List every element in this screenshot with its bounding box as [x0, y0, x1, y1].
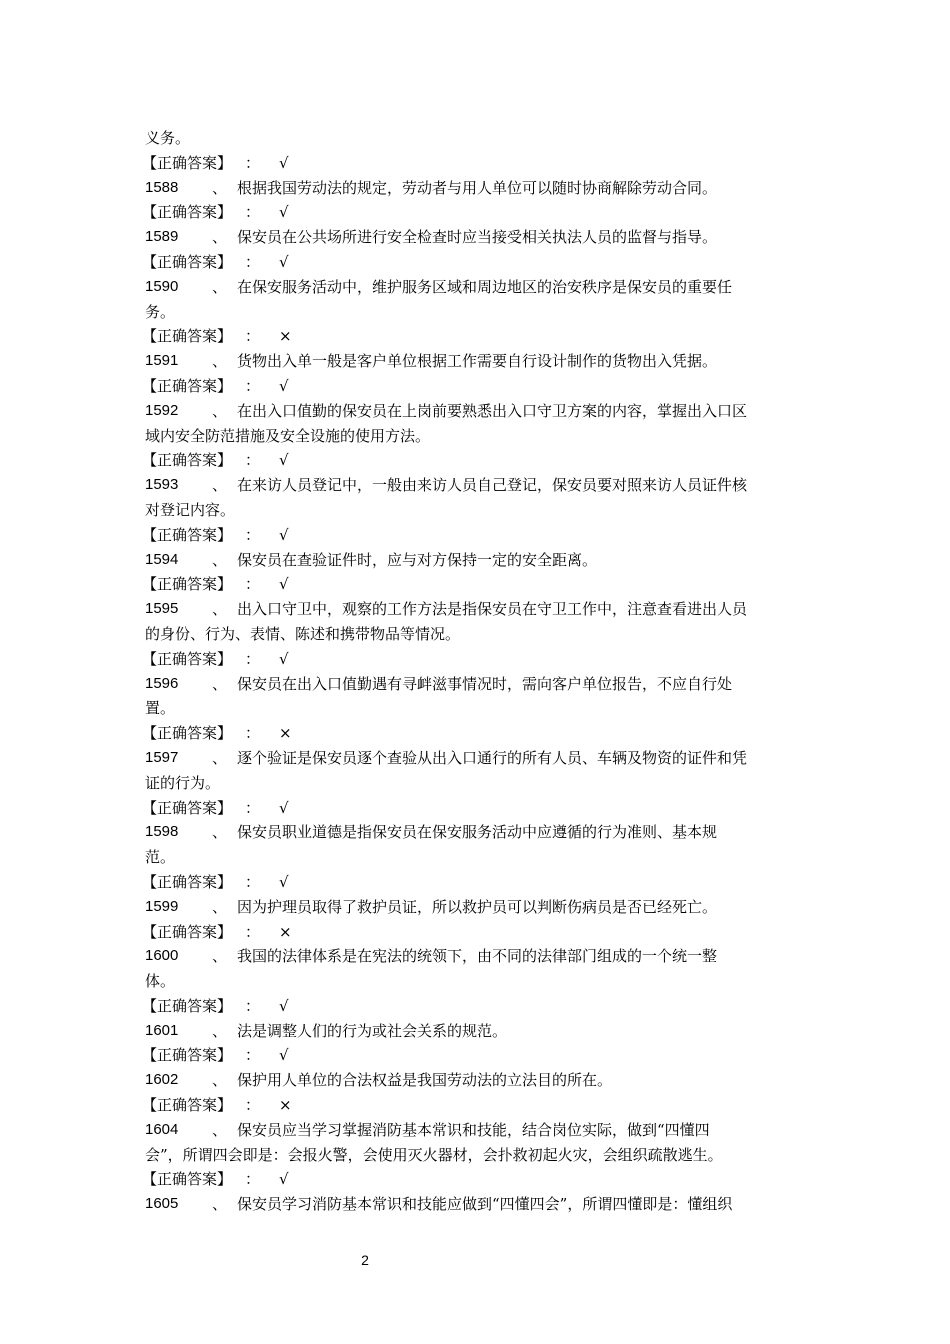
question-text: 我国的法律体系是在宪法的统领下，由不同的法律部门组成的一个统一整 — [237, 947, 718, 966]
question-continuation: 会”，所谓四会即是：会报火警，会使用灭火器材，会扑救初起火灾，会组织疏散逃生。 — [145, 1145, 723, 1164]
question-text: 保安员应当学习掌握消防基本常识和技能，结合岗位实际，做到“四懂四 — [237, 1120, 710, 1139]
question-text: 货物出入单一般是客户单位根据工作需要自行设计制作的货物出入凭据。 — [237, 352, 718, 371]
answer-colon: ： — [245, 203, 261, 222]
answer-label: 【正确答案】 — [142, 153, 233, 172]
answer-line — [142, 647, 810, 672]
answer-colon: ： — [245, 327, 261, 346]
question-number: 1604 — [145, 1120, 179, 1138]
answer-colon: ： — [245, 996, 261, 1015]
answer-label: 【正确答案】 — [142, 525, 233, 544]
answer-colon: ： — [245, 153, 261, 172]
question-continuation: 域内安全防范措施及安全设施的使用方法。 — [145, 426, 431, 445]
question-text: 保护用人单位的合法权益是我国劳动法的立法目的所在。 — [237, 1071, 613, 1090]
question-separator: 、 — [212, 1195, 228, 1214]
question-line — [145, 548, 810, 573]
question-text: 在保安服务活动中，维护服务区域和周边地区的治安秩序是保安员的重要任 — [237, 277, 733, 296]
question-text: 保安员职业道德是指保安员在保安服务活动中应遵循的行为准则、基本规 — [237, 823, 718, 842]
question-line — [145, 1068, 810, 1093]
answer-colon: ： — [245, 525, 261, 544]
question-number: 1602 — [145, 1071, 179, 1089]
answer-line — [142, 920, 810, 945]
answer-label: 【正确答案】 — [142, 798, 233, 817]
question-continuation: 的身份、行为、表情、陈述和携带物品等情况。 — [145, 624, 461, 643]
question-line — [145, 895, 810, 920]
question-text: 在来访人员登记中，一般由来访人员自己登记，保安员要对照来访人员证件核 — [237, 476, 748, 495]
answer-label: 【正确答案】 — [142, 1096, 233, 1115]
question-text: 因为护理员取得了救护员证，所以救护员可以判断伤病员是否已经死亡。 — [237, 897, 718, 916]
question-number: 1593 — [145, 476, 179, 494]
question-text: 在出入口值勤的保安员在上岗前要熟悉出入口守卫方案的内容，掌握出入口区 — [237, 401, 748, 420]
question-number: 1589 — [145, 228, 179, 246]
question-number: 1598 — [145, 823, 179, 841]
answer-mark: √ — [279, 649, 289, 668]
answer-line — [142, 523, 810, 548]
question-continuation: 务。 — [145, 302, 176, 321]
question-line — [145, 1118, 810, 1143]
question-separator: 、 — [212, 228, 228, 247]
answer-mark: √ — [279, 376, 289, 395]
answer-line — [142, 1167, 810, 1192]
question-separator: 、 — [212, 178, 228, 197]
question-line — [145, 399, 810, 424]
question-line — [145, 597, 810, 622]
answer-mark: √ — [279, 1046, 289, 1065]
answer-mark: √ — [279, 872, 289, 891]
answer-label: 【正确答案】 — [142, 922, 233, 941]
question-text: 出入口守卫中，观察的工作方法是指保安员在守卫工作中，注意查看进出人员 — [237, 600, 748, 619]
question-continuation: 证的行为。 — [145, 773, 221, 792]
question-text: 根据我国劳动法的规定，劳动者与用人单位可以随时协商解除劳动合同。 — [237, 178, 718, 197]
answer-colon: ： — [245, 1170, 261, 1189]
answer-colon: ： — [245, 724, 261, 743]
question-line — [145, 349, 810, 374]
question-line — [145, 275, 810, 300]
answer-label: 【正确答案】 — [142, 1046, 233, 1065]
answer-line — [142, 994, 810, 1019]
answer-mark: √ — [279, 451, 289, 470]
question-number: 1597 — [145, 748, 179, 766]
answer-line — [142, 870, 810, 895]
question-text: 保安员在查验证件时，应与对方保持一定的安全距离。 — [237, 550, 598, 569]
question-line — [145, 672, 810, 697]
answer-line — [142, 448, 810, 473]
answer-line — [142, 250, 810, 275]
question-text: 保安员在公共场所进行安全检查时应当接受相关执法人员的监督与指导。 — [237, 228, 718, 247]
question-separator: 、 — [212, 1120, 228, 1139]
answer-label: 【正确答案】 — [142, 203, 233, 222]
answer-label: 【正确答案】 — [142, 327, 233, 346]
answer-mark: × — [279, 1096, 292, 1115]
question-number: 1600 — [145, 947, 179, 965]
answer-mark: √ — [279, 798, 289, 817]
answer-mark: × — [279, 724, 292, 743]
answer-label: 【正确答案】 — [142, 1170, 233, 1189]
question-line — [145, 225, 810, 250]
question-line — [145, 820, 810, 845]
question-separator: 、 — [212, 600, 228, 619]
answer-label: 【正确答案】 — [142, 376, 233, 395]
answer-mark: √ — [279, 996, 289, 1015]
question-number: 1595 — [145, 600, 179, 618]
question-separator: 、 — [212, 674, 228, 693]
answer-colon: ： — [245, 1096, 261, 1115]
answer-line — [142, 1093, 810, 1118]
question-number: 1596 — [145, 674, 179, 692]
question-line — [145, 176, 810, 201]
question-separator: 、 — [212, 897, 228, 916]
question-number: 1601 — [145, 1021, 179, 1039]
question-continuation: 体。 — [145, 972, 176, 991]
answer-line — [142, 796, 810, 821]
question-separator: 、 — [212, 1071, 228, 1090]
question-number: 1594 — [145, 550, 179, 568]
question-number: 1605 — [145, 1195, 179, 1213]
question-continuation: 对登记内容。 — [145, 500, 236, 519]
answer-mark: √ — [279, 203, 289, 222]
answer-line — [142, 572, 810, 597]
answer-colon: ： — [245, 872, 261, 891]
question-continuation: 置。 — [145, 699, 176, 718]
answer-label: 【正确答案】 — [142, 996, 233, 1015]
answer-line — [142, 324, 810, 349]
answer-colon: ： — [245, 575, 261, 594]
answer-label: 【正确答案】 — [142, 575, 233, 594]
page-number: 2 — [361, 1252, 369, 1268]
question-text: 逐个验证是保安员逐个查验从出入口通行的所有人员、车辆及物资的证件和凭 — [237, 748, 748, 767]
question-separator: 、 — [212, 277, 228, 296]
answer-mark: √ — [279, 575, 289, 594]
answer-mark: √ — [279, 252, 289, 271]
answer-line — [142, 151, 810, 176]
question-line — [145, 1019, 810, 1044]
question-separator: 、 — [212, 401, 228, 420]
answer-label: 【正确答案】 — [142, 724, 233, 743]
question-number: 1591 — [145, 352, 179, 370]
question-number: 1590 — [145, 277, 179, 295]
answer-colon: ： — [245, 252, 261, 271]
question-continuation: 范。 — [145, 848, 176, 867]
answer-colon: ： — [245, 1046, 261, 1065]
question-separator: 、 — [212, 748, 228, 767]
answer-label: 【正确答案】 — [142, 451, 233, 470]
answer-line — [142, 1043, 810, 1068]
question-number: 1599 — [145, 897, 179, 915]
answer-colon: ： — [245, 376, 261, 395]
answer-mark: √ — [279, 525, 289, 544]
answer-label: 【正确答案】 — [142, 649, 233, 668]
answer-colon: ： — [245, 451, 261, 470]
question-continuation: 义务。 — [145, 129, 191, 147]
answer-label: 【正确答案】 — [142, 252, 233, 271]
question-line — [145, 1192, 810, 1217]
question-number: 1592 — [145, 401, 179, 419]
answer-mark: × — [279, 327, 292, 346]
question-line — [145, 944, 810, 969]
question-separator: 、 — [212, 947, 228, 966]
answer-colon: ： — [245, 798, 261, 817]
document-page — [142, 126, 810, 1217]
answer-mark: √ — [279, 153, 289, 172]
answer-colon: ： — [245, 922, 261, 941]
question-text: 保安员学习消防基本常识和技能应做到“四懂四会”，所谓四懂即是：懂组织 — [237, 1195, 733, 1214]
question-number: 1588 — [145, 178, 179, 196]
answer-line — [142, 374, 810, 399]
question-line — [145, 746, 810, 771]
answer-mark: √ — [279, 1170, 289, 1189]
answer-label: 【正确答案】 — [142, 872, 233, 891]
question-text: 法是调整人们的行为或社会关系的规范。 — [237, 1021, 508, 1040]
question-separator: 、 — [212, 823, 228, 842]
answer-colon: ： — [245, 649, 261, 668]
question-separator: 、 — [212, 476, 228, 495]
question-separator: 、 — [212, 352, 228, 371]
answer-line — [142, 200, 810, 225]
answer-mark: × — [279, 922, 292, 941]
question-text: 保安员在出入口值勤遇有寻衅滋事情况时，需向客户单位报告，不应自行处 — [237, 674, 733, 693]
question-separator: 、 — [212, 1021, 228, 1040]
answer-line — [142, 721, 810, 746]
question-separator: 、 — [212, 550, 228, 569]
question-line — [145, 473, 810, 498]
